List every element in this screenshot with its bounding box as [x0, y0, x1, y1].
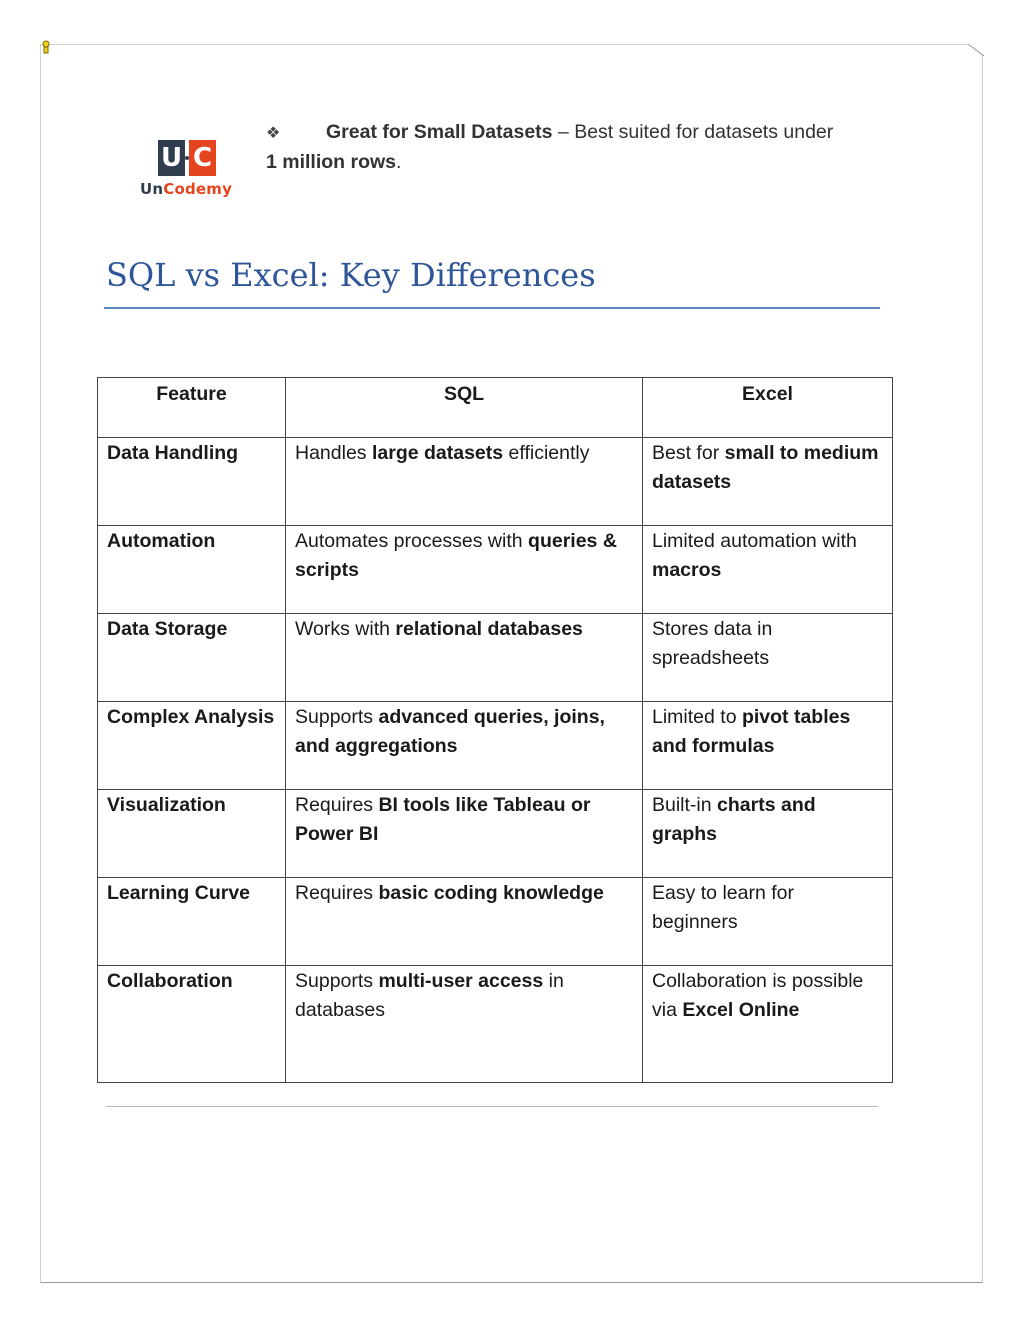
feature-cell: Data Handling: [98, 438, 286, 526]
sql-cell-text: Requires: [295, 882, 379, 904]
excel-cell-text: pivot tables and formulas: [652, 706, 851, 757]
page-title: SQL vs Excel: Key Differences: [106, 256, 596, 294]
comparison-table: [97, 377, 893, 1083]
excel-cell-text: Stores data in spreadsheets: [652, 618, 773, 669]
logo-mark-u: U: [158, 140, 185, 176]
excel-cell-text: Limited to: [652, 706, 742, 728]
sql-cell: [286, 438, 643, 526]
sql-cell-text: efficiently: [503, 442, 590, 464]
sql-cell: [286, 614, 643, 702]
pin-icon: [42, 40, 50, 54]
excel-cell-text: small to medium datasets: [652, 442, 879, 493]
table-row: [98, 790, 893, 878]
sql-cell-text: queries & scripts: [295, 530, 617, 581]
excel-cell-text: charts and graphs: [652, 794, 816, 845]
feature-cell: Learning Curve: [98, 878, 286, 966]
sql-cell-text: relational databases: [395, 618, 583, 640]
sql-cell: [286, 526, 643, 614]
table-row: [98, 702, 893, 790]
logo-wordmark-un: Un: [140, 180, 164, 198]
excel-cell: [643, 702, 893, 790]
sql-cell: [286, 966, 643, 1083]
diamond-bullet-icon: ❖: [266, 125, 281, 142]
sql-cell-text: in databases: [295, 970, 564, 1021]
excel-cell: [643, 966, 893, 1083]
feature-cell: Complex Analysis: [98, 702, 286, 790]
sql-cell: [286, 878, 643, 966]
bullet-text-c: .: [396, 151, 402, 173]
excel-cell: [643, 614, 893, 702]
bullet-text-a: – Best suited for datasets under: [552, 121, 834, 143]
sql-cell-text: Requires: [295, 794, 379, 816]
sql-cell-text: large datasets: [371, 442, 504, 464]
sql-cell-text: BI tools like Tableau or Power BI: [295, 794, 591, 845]
table-header-row: [98, 378, 893, 438]
table-row: [98, 614, 893, 702]
bottom-divider: [106, 1106, 878, 1107]
excel-cell: [643, 438, 893, 526]
excel-cell-text: Limited automation with: [652, 530, 857, 552]
table-row: [98, 878, 893, 966]
sql-cell-text: multi-user access: [378, 970, 544, 992]
excel-cell-text: Collaboration is possible via: [652, 970, 864, 1021]
heading-underline: [104, 307, 880, 309]
sql-cell-text: basic coding knowledge: [378, 882, 604, 904]
feature-cell: Collaboration: [98, 966, 286, 1083]
logo-wordmark-codemy: Codemy: [163, 180, 233, 198]
sql-cell: [286, 790, 643, 878]
sql-cell-text: Automates processes with: [295, 530, 529, 552]
excel-cell: [643, 790, 893, 878]
excel-cell-text: Built-in: [652, 794, 718, 816]
bullet-lead: Great for Small Datasets: [326, 121, 553, 143]
table-row: [98, 526, 893, 614]
excel-cell: [643, 526, 893, 614]
logo-mark-c: C: [189, 140, 216, 176]
bullet-bold-b: 1 million rows: [266, 151, 397, 173]
bullet-paragraph: [266, 118, 846, 177]
table-row: [98, 966, 893, 1083]
sql-cell-text: Works with: [295, 618, 396, 640]
feature-cell: Data Storage: [98, 614, 286, 702]
feature-cell: Visualization: [98, 790, 286, 878]
sql-cell: [286, 702, 643, 790]
sql-cell-text: Handles: [295, 442, 372, 464]
sql-cell-text: Supports: [295, 970, 379, 992]
excel-cell-text: Best for: [652, 442, 725, 464]
page-corner-fold-icon: [968, 44, 984, 56]
header-feature: Feature: [98, 378, 286, 438]
header-excel: Excel: [643, 378, 893, 438]
excel-cell-text: Easy to learn for beginners: [652, 882, 794, 933]
sql-cell-text: Supports: [295, 706, 379, 728]
sql-cell-text: advanced queries, joins, and aggregations: [295, 706, 605, 757]
feature-cell: Automation: [98, 526, 286, 614]
excel-cell-text: Excel Online: [682, 999, 800, 1021]
excel-cell-text: macros: [652, 559, 722, 581]
logo-wordmark: [140, 180, 232, 198]
table-row: [98, 438, 893, 526]
excel-cell: [643, 878, 893, 966]
header-sql: SQL: [286, 378, 643, 438]
uncodemy-logo: [138, 140, 238, 202]
